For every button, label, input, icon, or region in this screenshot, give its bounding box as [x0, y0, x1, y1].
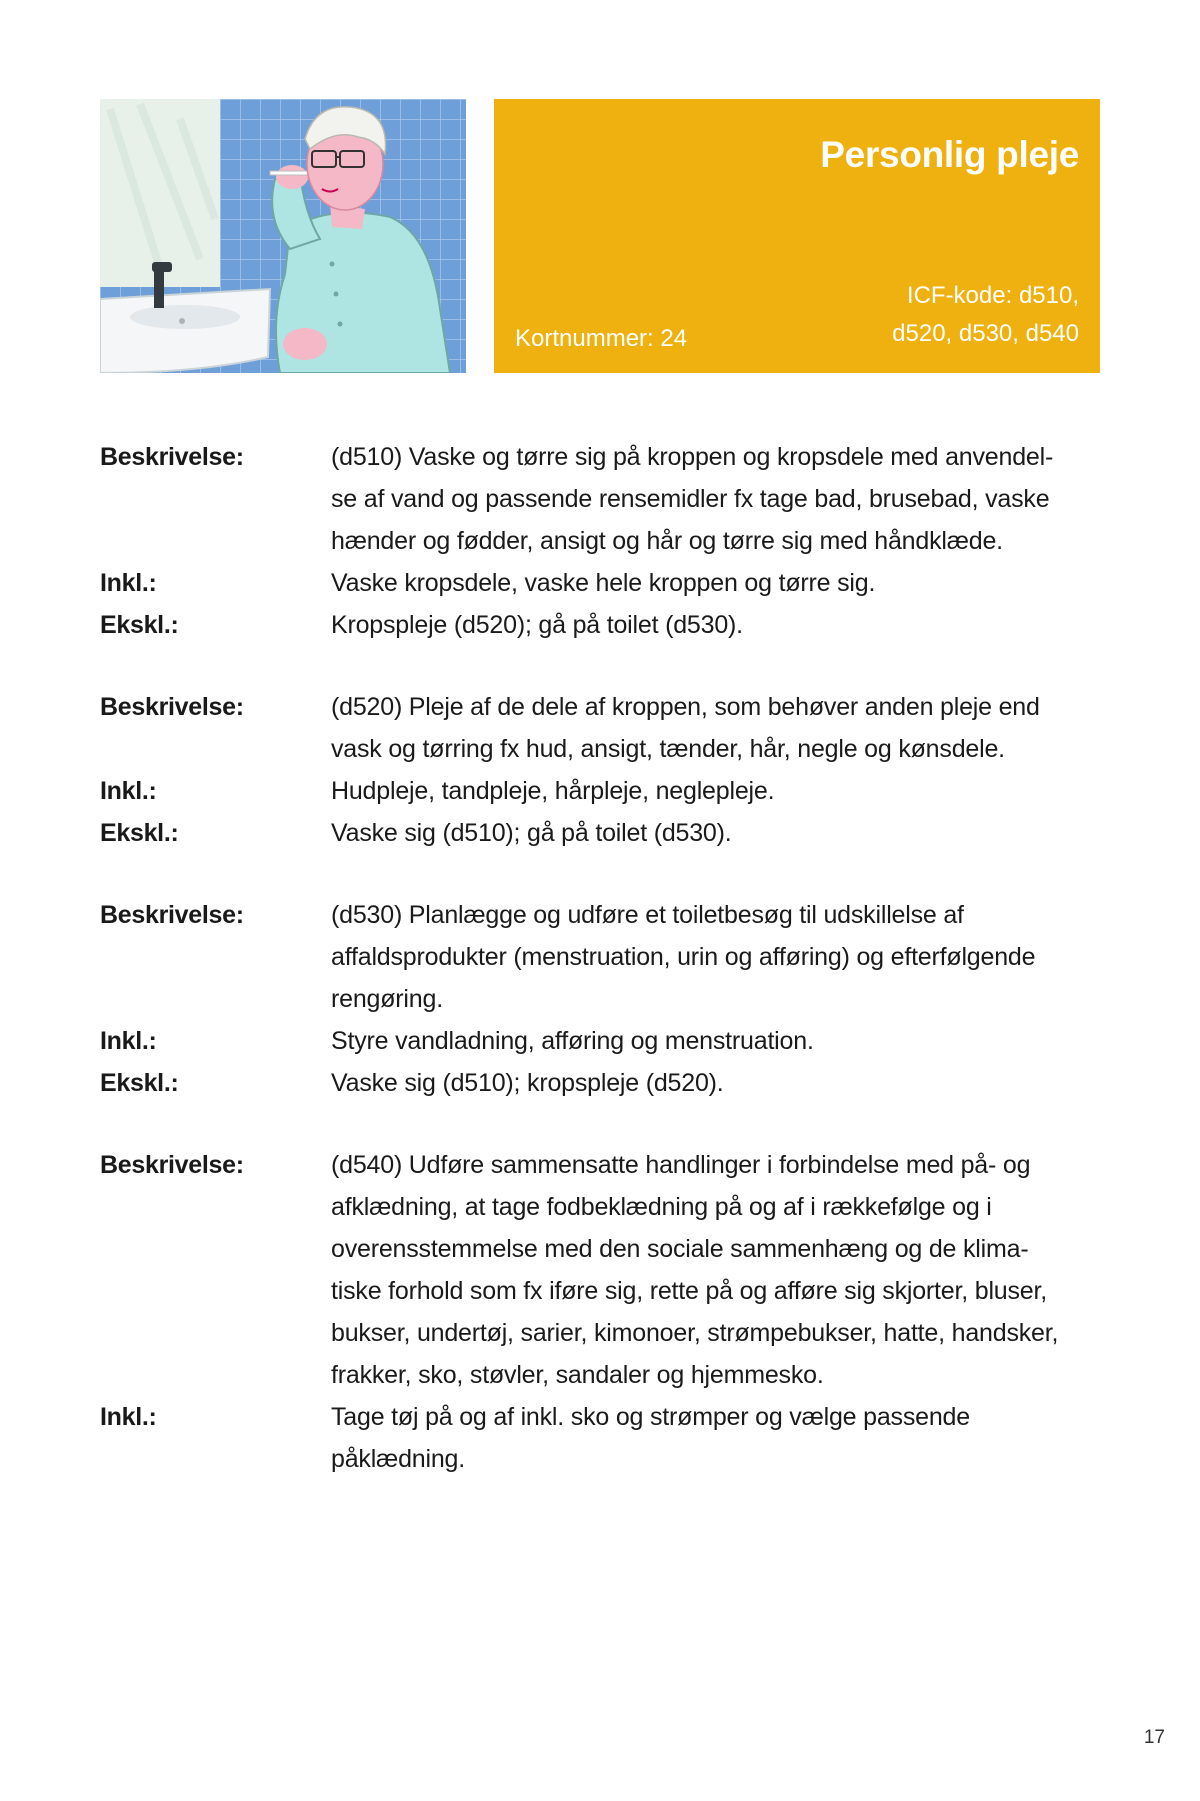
text-line: (d530) Planlægge og udføre et toiletbesøg til udskillelse af — [331, 901, 964, 929]
section-d520 — [100, 686, 1100, 854]
text-line: afklædning, at tage fodbeklædning på og af i rækkefølge og i — [331, 1193, 992, 1221]
section-d540 — [100, 1144, 1100, 1480]
description-label: Beskrivelse: — [100, 693, 244, 721]
text-line: hænder og fødder, ansigt og hår og tørre sig med håndklæde. — [331, 527, 1003, 555]
card-title: Personlig pleje — [820, 134, 1079, 175]
text-line: bukser, undertøj, sarier, kimonoer, strømpebukser, hatte, handsker, — [331, 1319, 1059, 1347]
excl-row — [100, 604, 1100, 646]
incl-text: Styre vandladning, afføring og menstruation. — [331, 1027, 814, 1055]
section-d530 — [100, 894, 1100, 1104]
text-line: Tage tøj på og af inkl. sko og strømper og vælge passende — [331, 1403, 970, 1431]
text-line: (d520) Pleje af de dele af kroppen, som behøver anden pleje end — [331, 693, 1040, 721]
description-row — [100, 1144, 1100, 1396]
excl-text: Kropspleje (d520); gå på toilet (d530). — [331, 611, 743, 639]
incl-row — [100, 770, 1100, 812]
description-label: Beskrivelse: — [100, 443, 244, 471]
incl-text: Hudpleje, tandpleje, hårpleje, neglepleje. — [331, 777, 775, 805]
section-d510 — [100, 436, 1100, 646]
excl-text: Vaske sig (d510); gå på toilet (d530). — [331, 819, 732, 847]
excl-label: Ekskl.: — [100, 819, 179, 847]
description-label: Beskrivelse: — [100, 901, 244, 929]
incl-label: Inkl.: — [100, 569, 157, 597]
icf-code-line-1: ICF-kode: d510, — [906, 282, 1079, 309]
excl-label: Ekskl.: — [100, 611, 179, 639]
incl-row — [100, 1020, 1100, 1062]
incl-text — [331, 1396, 1091, 1480]
description-text — [331, 436, 1091, 562]
text-line: frakker, sko, støvler, sandaler og hjemmesko. — [331, 1361, 824, 1389]
description-row — [100, 894, 1100, 1020]
text-line: tiske forhold som fx iføre sig, rette på og afføre sig skjorter, bluser, — [331, 1277, 1047, 1305]
incl-label: Inkl.: — [100, 1403, 157, 1431]
description-row — [100, 436, 1100, 562]
text-line: påklædning. — [331, 1445, 466, 1473]
incl-label: Inkl.: — [100, 777, 157, 805]
description-text — [331, 686, 1091, 770]
header-box — [494, 99, 1100, 373]
illustration-man-brushing-teeth — [100, 99, 466, 373]
excl-label: Ekskl.: — [100, 1069, 179, 1097]
text-line: overensstemmelse med den sociale sammenhæng og de klima- — [331, 1235, 1029, 1263]
incl-row — [100, 562, 1100, 604]
text-line: se af vand og passende rensemidler fx tage bad, brusebad, vaske — [331, 485, 1050, 513]
icf-code — [819, 277, 1079, 353]
text-line: (d510) Vaske og tørre sig på kroppen og kropsdele med anvendel- — [331, 443, 1054, 471]
excl-text: Vaske sig (d510); kropspleje (d520). — [331, 1069, 724, 1097]
description-text — [331, 1144, 1091, 1396]
incl-text: Vaske kropsdele, vaske hele kroppen og tørre sig. — [331, 569, 876, 597]
excl-row — [100, 812, 1100, 854]
description-text — [331, 894, 1091, 1020]
description-label: Beskrivelse: — [100, 1151, 244, 1179]
content — [100, 436, 1100, 1520]
page-number: 17 — [1143, 1727, 1165, 1748]
excl-row — [100, 1062, 1100, 1104]
card-number: Kortnummer: 24 — [515, 325, 688, 352]
text-line: vask og tørring fx hud, ansigt, tænder, hår, negle og kønsdele. — [331, 735, 1005, 763]
text-line: rengøring. — [331, 985, 443, 1013]
incl-label: Inkl.: — [100, 1027, 157, 1055]
description-row — [100, 686, 1100, 770]
text-line: affaldsprodukter (menstruation, urin og afføring) og efterfølgende — [331, 943, 1036, 971]
text-line: (d540) Udføre sammensatte handlinger i forbindelse med på- og — [331, 1151, 1031, 1179]
icf-code-line-2: d520, d530, d540 — [892, 320, 1079, 347]
incl-row — [100, 1396, 1100, 1480]
